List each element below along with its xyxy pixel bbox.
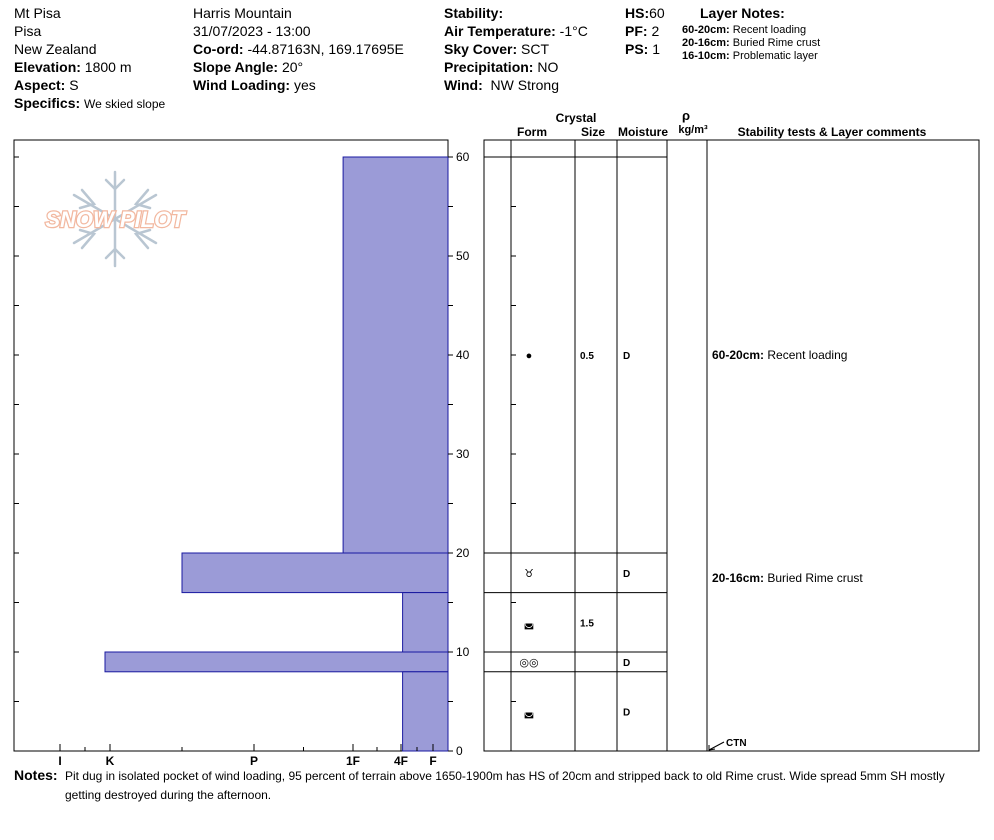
hardness-label-I: I — [58, 754, 62, 768]
grain-moisture-0: D — [623, 351, 631, 362]
depth-label-50: 50 — [456, 249, 470, 263]
notes-label: Notes: — [14, 767, 58, 783]
rho-header: ρ — [681, 108, 691, 123]
hardness-axis — [58, 744, 436, 768]
specifics-label: Specifics: — [14, 95, 81, 111]
grain-moisture-4: D — [623, 707, 631, 719]
grain-moisture-3: D — [623, 657, 631, 669]
hardness-bar-3 — [105, 652, 448, 672]
layer-note-3: 16-10cm: Problematic layer — [682, 50, 818, 62]
hardness-label-K: K — [105, 754, 115, 768]
grain-form-3: ◎◎ — [519, 656, 539, 669]
depth-label-60: 60 — [456, 150, 470, 164]
layer-comments — [709, 348, 863, 750]
grain-form-2: ◛ — [523, 617, 535, 630]
hardness-bars — [105, 157, 448, 751]
ps-label: PS: — [625, 41, 649, 57]
ps-value: 1 — [652, 41, 661, 57]
density-unit-header: kg/m³ — [678, 124, 708, 136]
hardness-bar-2 — [403, 593, 448, 652]
grain-form-0: ● — [525, 350, 533, 362]
test-marker-line-0 — [709, 742, 724, 750]
layer-comment-text-1: Buried Rime crust — [767, 570, 863, 585]
coord-label: Co-ord: — [193, 41, 244, 57]
comments-header: Stability tests & Layer comments — [737, 125, 927, 139]
pf-label: PF: — [625, 23, 648, 39]
pf-value: 2 — [651, 23, 660, 39]
layer-comment-0 — [712, 348, 847, 362]
hardness-label-4F: 4F — [393, 754, 409, 768]
wind-value: NW Strong — [490, 77, 559, 93]
crystal-header: Crystal — [555, 111, 597, 125]
hs-label: HS: — [625, 5, 650, 21]
hardness-label-F: F — [429, 754, 437, 768]
hardness-bar-1 — [182, 553, 448, 593]
layer-comment-text-0: Recent loading — [767, 348, 848, 362]
slope-label: Slope Angle: — [193, 59, 279, 75]
layer-comment-1 — [712, 571, 863, 585]
aspect-value: S — [69, 77, 79, 93]
sky-cover-label: Sky Cover: — [444, 41, 518, 57]
region-name: Pisa — [14, 23, 42, 39]
layer-note-1: 60-20cm: Recent loading — [682, 24, 807, 36]
air-temp-label: Air Temperature: — [444, 23, 556, 39]
depth-label-40: 40 — [456, 348, 470, 362]
notes-section — [14, 766, 974, 805]
form-header: Form — [517, 125, 547, 139]
size-header: Size — [580, 125, 606, 139]
layer-notes-title: Layer Notes: — [700, 5, 785, 21]
sky-cover-value: SCT — [521, 41, 550, 57]
grain-form-1: ♉ — [524, 567, 534, 580]
slope-value: 20° — [281, 59, 304, 75]
snowpilot-logo — [45, 172, 186, 266]
hardness-bar-0 — [343, 157, 448, 553]
grain-size-2: 1.5 — [580, 618, 594, 630]
wind-label: Wind: — [444, 77, 483, 93]
hardness-label-P: P — [249, 754, 259, 768]
wind-loading-value: yes — [293, 77, 316, 93]
depth-label-10: 10 — [456, 645, 470, 659]
wind-loading-label: Wind Loading: — [193, 77, 291, 93]
layer-note-2: 20-16cm: Buried Rime crust — [682, 37, 821, 49]
country-name: New Zealand — [14, 41, 97, 57]
observation-datetime: 31/07/2023 - 13:00 — [193, 23, 311, 39]
depth-label-30: 30 — [456, 447, 470, 461]
hardness-label-1F: 1F — [345, 754, 361, 768]
notes-body — [65, 767, 974, 805]
snowpilot-logo-text: SNOW PILOT — [45, 207, 185, 232]
location-name: Mt Pisa — [14, 5, 61, 21]
specifics-value: We skied slope — [84, 97, 166, 111]
layer-comment-range-1: 20-16cm: — [712, 570, 768, 585]
coord-value: -44.87163N, 169.17695E — [247, 41, 404, 57]
test-marker-label-0: CTN — [726, 738, 747, 749]
air-temp-value: -1°C — [559, 23, 588, 39]
elevation-value: 1800 m — [84, 59, 132, 75]
layer-comment-range-0: 60-20cm: — [712, 348, 768, 362]
notes-line-1: Pit dug in isolated pocket of wind loading, 95 percent of terrain above 1650-1900m has HS of 20cm and stripped back to old Rime crust. Wide spread 5mm SH mostly — [65, 769, 945, 783]
notes-line-2: getting destroyed during the afternoon. — [65, 788, 272, 802]
aspect-label: Aspect: — [14, 77, 66, 93]
precip-label: Precipitation: — [444, 59, 534, 75]
grain-form-4: ◛ — [523, 706, 535, 719]
stability-label: Stability: — [444, 5, 504, 21]
grain-size-0: 0.5 — [580, 351, 594, 362]
depth-label-20: 20 — [456, 546, 470, 560]
precip-value: NO — [537, 59, 559, 75]
moisture-header: Moisture — [617, 125, 669, 139]
depth-label-0: 0 — [456, 744, 463, 758]
elevation-label: Elevation: — [14, 59, 81, 75]
range-name: Harris Mountain — [193, 5, 292, 21]
grain-moisture-1: D — [623, 568, 631, 580]
hardness-bar-4 — [403, 672, 448, 751]
grain-table-frame — [484, 140, 979, 751]
hs-value: 60 — [649, 5, 665, 21]
